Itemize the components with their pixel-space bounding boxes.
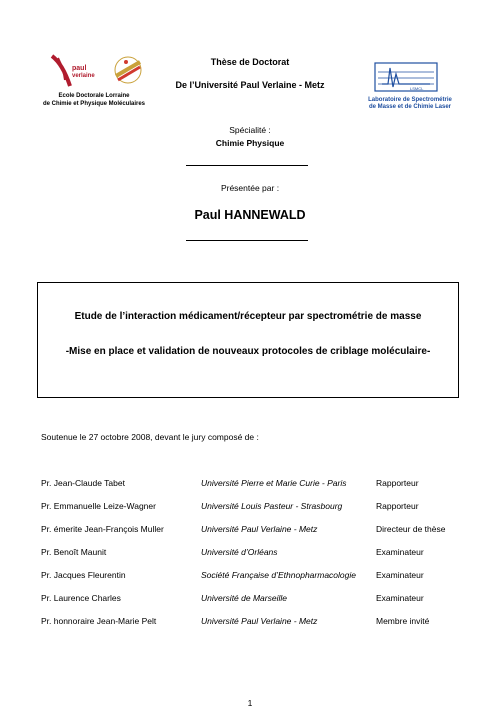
specialty-value: Chimie Physique: [215, 138, 285, 148]
thesis-title: Etude de l’interaction médicament/récepteur par spectrométrie de masse: [74, 311, 422, 322]
jury-role: Rapporteur: [376, 478, 419, 488]
presented-by-label: Présentée par :: [220, 183, 280, 193]
defense-statement: Soutenue le 27 octobre 2008, devant le jury composé de :: [41, 432, 259, 442]
jury-institution: Université Paul Verlaine - Metz: [201, 616, 318, 626]
jury-row: [0, 524, 500, 538]
jury-row: [0, 616, 500, 630]
jury-institution: Université Pierre et Marie Curie - Paris: [201, 478, 347, 488]
divider: [186, 165, 308, 166]
university-logo-icon: [40, 52, 150, 92]
doctoral-school-line2: de Chimie et Physique Moléculaires: [42, 101, 146, 107]
svg-text:LSMCL: LSMCL: [410, 86, 424, 91]
jury-role: Membre invité: [376, 616, 430, 626]
jury-row: [0, 593, 500, 607]
jury-role: Examinateur: [376, 547, 424, 557]
jury-name: Pr. Benoît Maunit: [41, 547, 107, 557]
jury-institution: Société Française d’Ethnopharmacologie: [201, 570, 356, 580]
divider: [186, 240, 308, 241]
jury-role: Examinateur: [376, 570, 424, 580]
jury-name: Pr. Emmanuelle Leize-Wagner: [41, 501, 156, 511]
jury-name: Pr. Jean-Claude Tabet: [41, 478, 125, 488]
jury-role: Rapporteur: [376, 501, 419, 511]
svg-text:verlaine: verlaine: [72, 73, 95, 79]
jury-role: Examinateur: [376, 593, 424, 603]
jury-name: Pr. émerite Jean-François Muller: [41, 524, 164, 534]
jury-name: Pr. Laurence Charles: [41, 593, 121, 603]
laboratory-line1: Laboratoire de Spectrométrie: [368, 97, 452, 103]
doctoral-school-caption: [36, 92, 152, 108]
jury-name: Pr. Jacques Fleurentin: [41, 570, 126, 580]
thesis-subtitle: -Mise en place et validation de nouveaux protocoles de criblage moléculaire-: [65, 346, 431, 357]
specialty-label: Spécialité :: [229, 125, 271, 135]
laboratory-caption: [358, 97, 462, 111]
laboratory-logo-icon: [374, 62, 438, 92]
jury-institution: Université de Marseille: [201, 593, 287, 603]
laboratory-logo: [374, 62, 438, 92]
jury-role: Directeur de thèse: [376, 524, 446, 534]
laboratory-line2: de Masse et de Chimie Laser: [368, 104, 452, 110]
jury-row: [0, 501, 500, 515]
doctoral-school-line1: Ecole Doctorale Lorraine: [58, 93, 130, 99]
jury-institution: Université Paul Verlaine - Metz: [201, 524, 318, 534]
svg-text:paul: paul: [72, 65, 87, 72]
university-heading: De l’Université Paul Verlaine - Metz: [175, 80, 325, 90]
thesis-title-box: [37, 282, 459, 398]
jury-institution: Université d’Orléans: [201, 547, 278, 557]
author-name: Paul HANNEWALD: [194, 208, 306, 222]
jury-row: [0, 478, 500, 492]
thesis-heading: Thèse de Doctorat: [210, 57, 290, 67]
page-number: 1: [247, 698, 253, 708]
jury-row: [0, 570, 500, 584]
jury-name: Pr. honnoraire Jean-Marie Pelt: [41, 616, 157, 626]
jury-row: [0, 547, 500, 561]
jury-institution: Université Louis Pasteur - Strasbourg: [201, 501, 343, 511]
